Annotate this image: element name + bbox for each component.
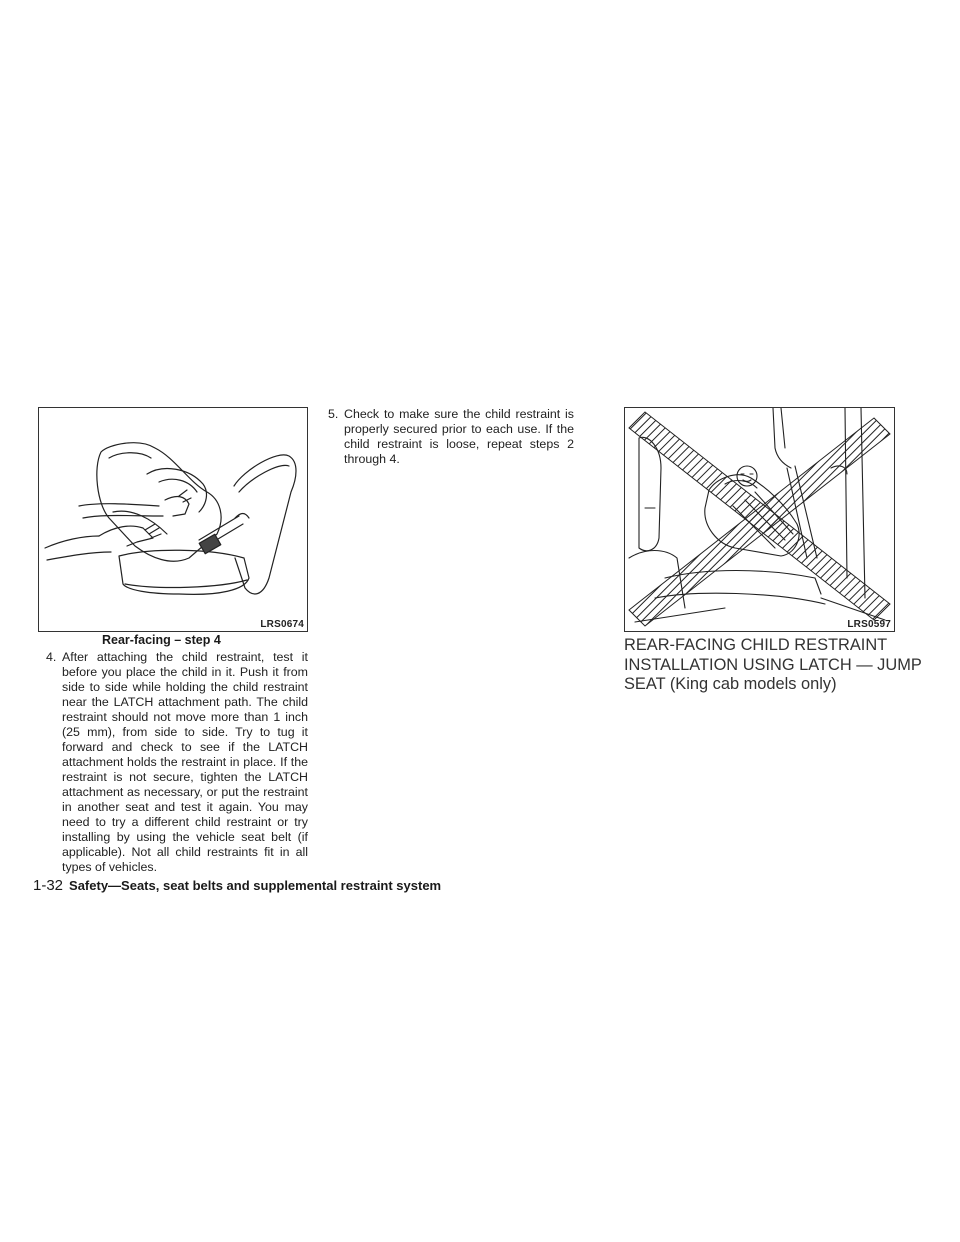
step-text: After attaching the child restraint, test it before you place the child in it. Push it from side to side while holding the child restraint near the LATCH attachment path. The child restraint should not move more than 1 inch (25 mm), from side to side. Try to tug it forward and check to see if the LATCH attachment holds the restraint in place. If the restraint is not secure, tighten the LATCH attachment as necessary, or put the restraint in another seat and test it again. You may need to try a different child restraint or try installing by using the vehicle seat belt (if applicable). Not all child restraints fit in all types of vehicles. [62, 650, 308, 874]
figure-code: LRS0674 [260, 619, 304, 630]
jump-seat-prohibited-illustration [624, 407, 895, 632]
step-5 [328, 407, 574, 467]
figure-code: LRS0597 [847, 619, 891, 630]
page-number: 1-32 [33, 877, 64, 894]
figure-caption: Rear-facing – step 4 [102, 633, 221, 647]
step-4 [46, 650, 308, 875]
rear-facing-step4-illustration [38, 407, 308, 632]
jump-seat-drawing [625, 408, 894, 631]
step-number: 5. [328, 407, 339, 421]
section-heading: REAR-FACING CHILD RESTRAINT INSTALLATION USING LATCH — JUMP SEAT (King cab models only) [624, 636, 922, 693]
step-text: Check to make sure the child restraint is properly secured prior to each use. If the child restraint is loose, repeat steps 2 through 4. [344, 407, 574, 466]
child-restraint-drawing [39, 408, 307, 631]
page-footer [33, 877, 441, 894]
chapter-title: Safety—Seats, seat belts and supplemental restraint system [69, 878, 442, 893]
step-number: 4. [46, 650, 57, 664]
